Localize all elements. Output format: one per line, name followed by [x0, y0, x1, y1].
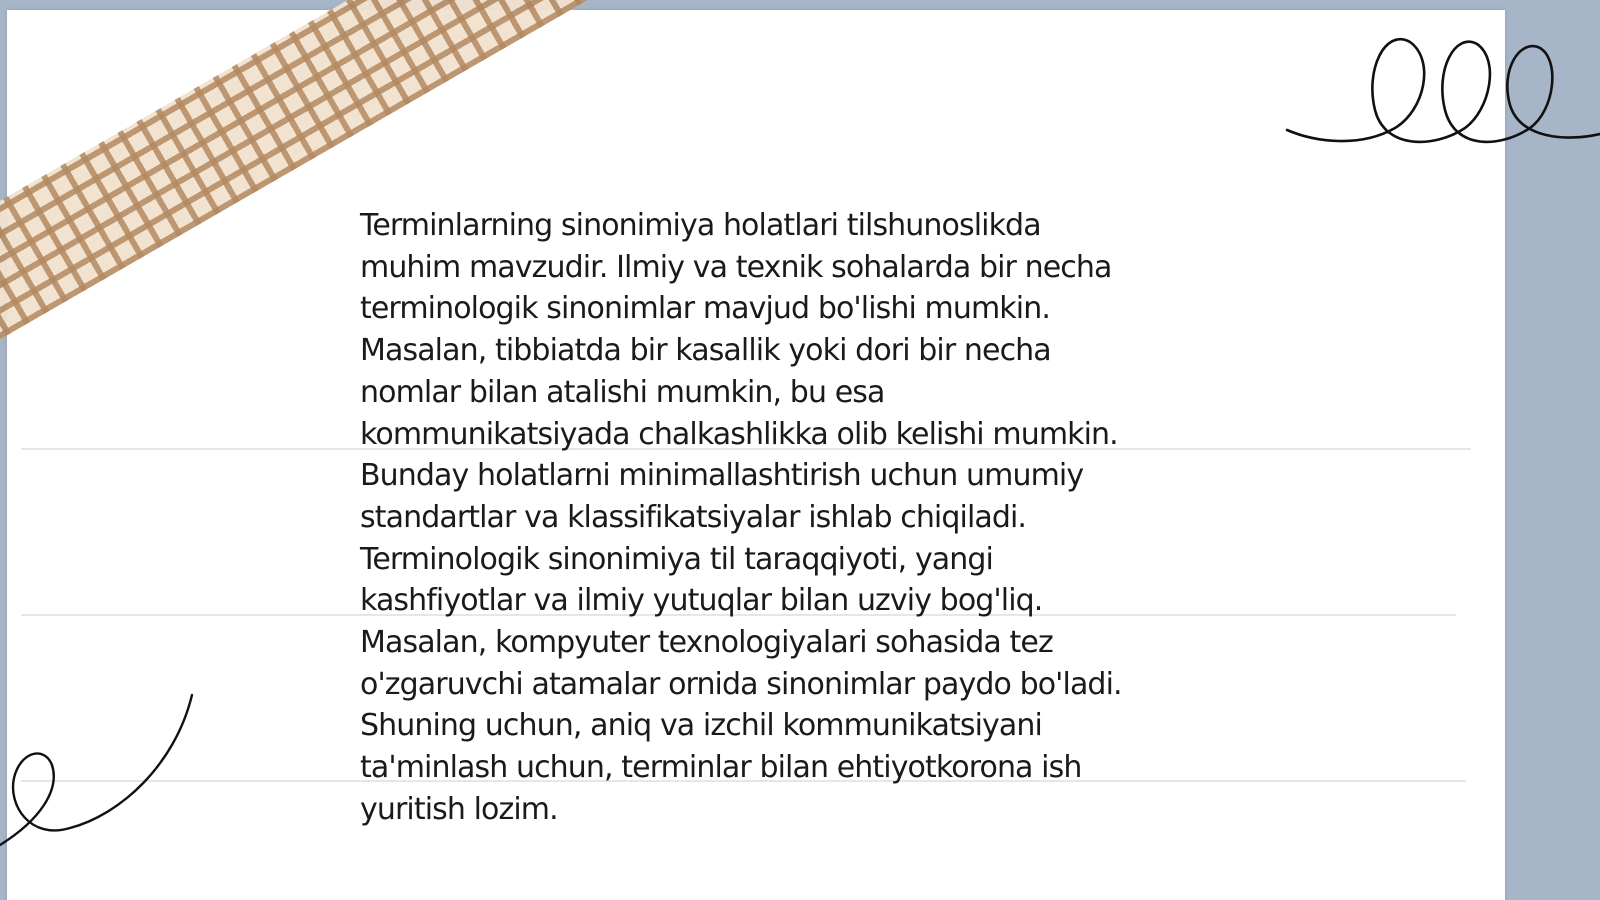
paragraph-line: standartlar va klassifikatsiyalar ishlab chiqiladi. — [360, 499, 1027, 535]
paragraph-line: yuritish lozim. — [360, 791, 558, 827]
paragraph-line: Terminologik sinonimiya til taraqqiyoti, yangi — [360, 541, 993, 577]
paragraph-line: ta'minlash uchun, terminlar bilan ehtiyotkorona ish — [360, 750, 1082, 786]
paragraph-line: Masalan, tibbiatda bir kasallik yoki dori bir necha — [360, 333, 1051, 369]
checkmark-scribble-icon — [0, 690, 200, 850]
paragraph-line: kommunikatsiyada chalkashlikka olib kelishi mumkin. — [360, 416, 1118, 452]
paragraph-line: nomlar bilan atalishi mumkin, bu esa — [360, 374, 885, 410]
paragraph-line: muhim mavzudir. Ilmiy va texnik sohalarda bir necha — [360, 249, 1112, 285]
paragraph-line: o'zgaruvchi atamalar ornida sinonimlar paydo bo'ladi. — [360, 666, 1122, 702]
paragraph-line: Terminlarning sinonimiya holatlari tilshunoslikda — [360, 208, 1041, 243]
paragraph-line: Masalan, kompyuter texnologiyalari sohasida tez — [360, 625, 1053, 661]
paragraph-line: terminologik sinonimlar mavjud bo'lishi mumkin. — [360, 291, 1050, 327]
loop-scribble-icon — [1285, 30, 1600, 165]
body-paragraph — [360, 205, 1260, 831]
paragraph-line: Shuning uchun, aniq va izchil kommunikatsiyani — [360, 708, 1042, 744]
paragraph-line: Bunday holatlarni minimallashtirish uchun umumiy — [360, 458, 1084, 494]
paragraph-line: kashfiyotlar va ilmiy yutuqlar bilan uzviy bog'liq. — [360, 583, 1043, 619]
